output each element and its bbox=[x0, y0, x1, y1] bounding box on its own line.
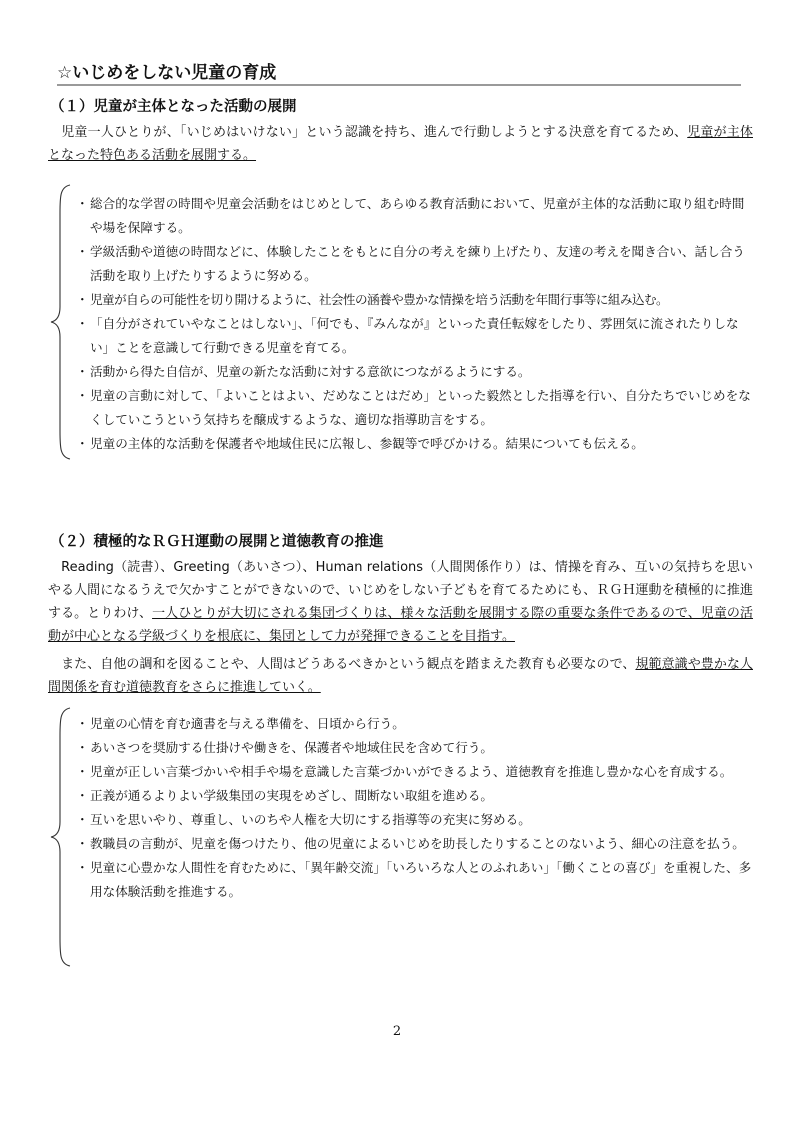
section2-list bbox=[76, 712, 756, 904]
bullet-mark: ・ bbox=[76, 316, 89, 331]
list-item-text: 正義が通るよりよい学級集団の実現をめざし、間断ない取組を進める。 bbox=[90, 788, 493, 803]
list-item bbox=[76, 312, 756, 360]
bullet-mark: ・ bbox=[76, 196, 89, 211]
bullet-mark: ・ bbox=[76, 292, 89, 307]
bullet-mark: ・ bbox=[76, 436, 89, 451]
section2-brace bbox=[50, 706, 72, 968]
list-item-text: 児童が自らの可能性を切り開けるように、社会性の涵養や豊かな情操を培う活動を年間行事等に組み込む。 bbox=[90, 292, 669, 307]
section1-heading: （１）児童が主体となった活動の展開 bbox=[50, 99, 297, 115]
list-item bbox=[76, 784, 756, 808]
list-item bbox=[76, 288, 756, 312]
section2-para2-underlined: 規範意識や豊かな人間関係を育む道徳教育をさらに推進していく。 bbox=[48, 657, 753, 695]
list-item bbox=[76, 808, 756, 832]
list-item bbox=[76, 832, 756, 856]
bullet-mark: ・ bbox=[76, 388, 89, 403]
bullet-mark: ・ bbox=[76, 836, 89, 851]
list-item-text: 学級活動や道徳の時間などに、体験したことをもとに自分の考えを練り上げたり、友達の考えを聞き合い、話し合う活動を取り上げたりするように努める。 bbox=[90, 244, 745, 283]
section1-list bbox=[76, 192, 756, 456]
list-item bbox=[76, 712, 756, 736]
section2-paragraph-2 bbox=[48, 653, 753, 699]
list-item-text: 総合的な学習の時間や児童会活動をはじめとして、あらゆる教育活動において、児童が主体的な活動に取り組む時間や場を保障する。 bbox=[90, 196, 745, 235]
list-item-text: 児童の心情を育む適書を与える準備を、日頃から行う。 bbox=[90, 716, 405, 731]
bullet-mark: ・ bbox=[76, 860, 89, 875]
section1-brace bbox=[50, 183, 72, 461]
list-item bbox=[76, 432, 756, 456]
bullet-mark: ・ bbox=[76, 244, 89, 259]
section1-intro-text: 児童一人ひとりが、「いじめはいけない」という認識を持ち、進んで行動しようとする決意を育てるため、 bbox=[48, 125, 688, 140]
section2-para1-underlined: 一人ひとりが大切にされる集団づくりは、様々な活動を展開する際の重要な条件であるので、児童の活動が中心となる学級づくりを根底に、集団として力が発揮できることを目指す。 bbox=[48, 606, 754, 644]
bullet-mark: ・ bbox=[76, 740, 89, 755]
list-item-text: あいさつを奨励する仕掛けや働きを、保護者や地域住民を含めて行う。 bbox=[90, 740, 493, 755]
section2-paragraph-1 bbox=[48, 556, 753, 648]
page-title: ☆いじめをしない児童の育成 bbox=[57, 62, 741, 86]
section2-heading: （２）積極的なＲＧＨ運動の展開と道徳教育の推進 bbox=[50, 534, 384, 550]
list-item-text: 児童の主体的な活動を保護者や地域住民に広報し、参観等で呼びかける。結果についても伝える。 bbox=[90, 436, 644, 451]
bullet-mark: ・ bbox=[76, 788, 89, 803]
list-item bbox=[76, 760, 756, 784]
list-item-text: 「自分がされていやなことはしない」、「何でも、『みんなが』といった責任転嫁をしたり、雰囲気に流されたりしない」ことを意識して行動できる児童を育てる。 bbox=[90, 316, 739, 355]
bullet-mark: ・ bbox=[76, 764, 89, 779]
bullet-mark: ・ bbox=[76, 716, 89, 731]
section2-para2-text: また、自他の調和を図ることや、人間はどうあるべきかという観点を踏まえた教育も必要なので、 bbox=[48, 657, 636, 672]
list-item bbox=[76, 192, 756, 240]
list-item bbox=[76, 384, 756, 432]
section1-intro bbox=[48, 121, 753, 167]
section2-para1-text: Reading（読書）、Greeting（あいさつ）、Human relations（人間関係作り）は、情操を育み、互いの気持ちを思いやる人間になるうえで欠かすことができないので、いじめをしない子どもを育てるためにも、ＲＧＨ運動を積極的に推進する。とりわけ、 bbox=[48, 560, 753, 621]
list-item-text: 児童が正しい言葉づかいや相手や場を意識した言葉づかいができるよう、道徳教育を推進し豊かな心を育成する。 bbox=[90, 764, 733, 779]
list-item-text: 互いを思いやり、尊重し、いのちや人権を大切にする指導等の充実に努める。 bbox=[90, 812, 531, 827]
list-item bbox=[76, 856, 756, 904]
bullet-mark: ・ bbox=[76, 812, 89, 827]
section1-intro-underlined: 児童が主体となった特色ある活動を展開する。 bbox=[48, 125, 753, 163]
list-item-text: 児童の言動に対して、「よいことはよい、だめなことはだめ」といった毅然とした指導を行い、自分たちでいじめをなくしていこうという気持ちを醸成するような、適切な指導助言をする。 bbox=[90, 388, 751, 427]
list-item-text: 教職員の言動が、児童を傷つけたり、他の児童によるいじめを助長したりすることのないよう、細心の注意を払う。 bbox=[90, 836, 745, 851]
bullet-mark: ・ bbox=[76, 364, 89, 379]
list-item bbox=[76, 360, 756, 384]
page-number: 2 bbox=[392, 1024, 402, 1039]
list-item bbox=[76, 736, 756, 760]
list-item bbox=[76, 240, 756, 288]
list-item-text: 活動から得た自信が、児童の新たな活動に対する意欲につながるようにする。 bbox=[90, 364, 531, 379]
list-item-text: 児童に心豊かな人間性を育むために、「異年齢交流」「いろいろな人とのふれあい」「働くことの喜び」を重視した、多用な体験活動を推進する。 bbox=[90, 860, 752, 899]
